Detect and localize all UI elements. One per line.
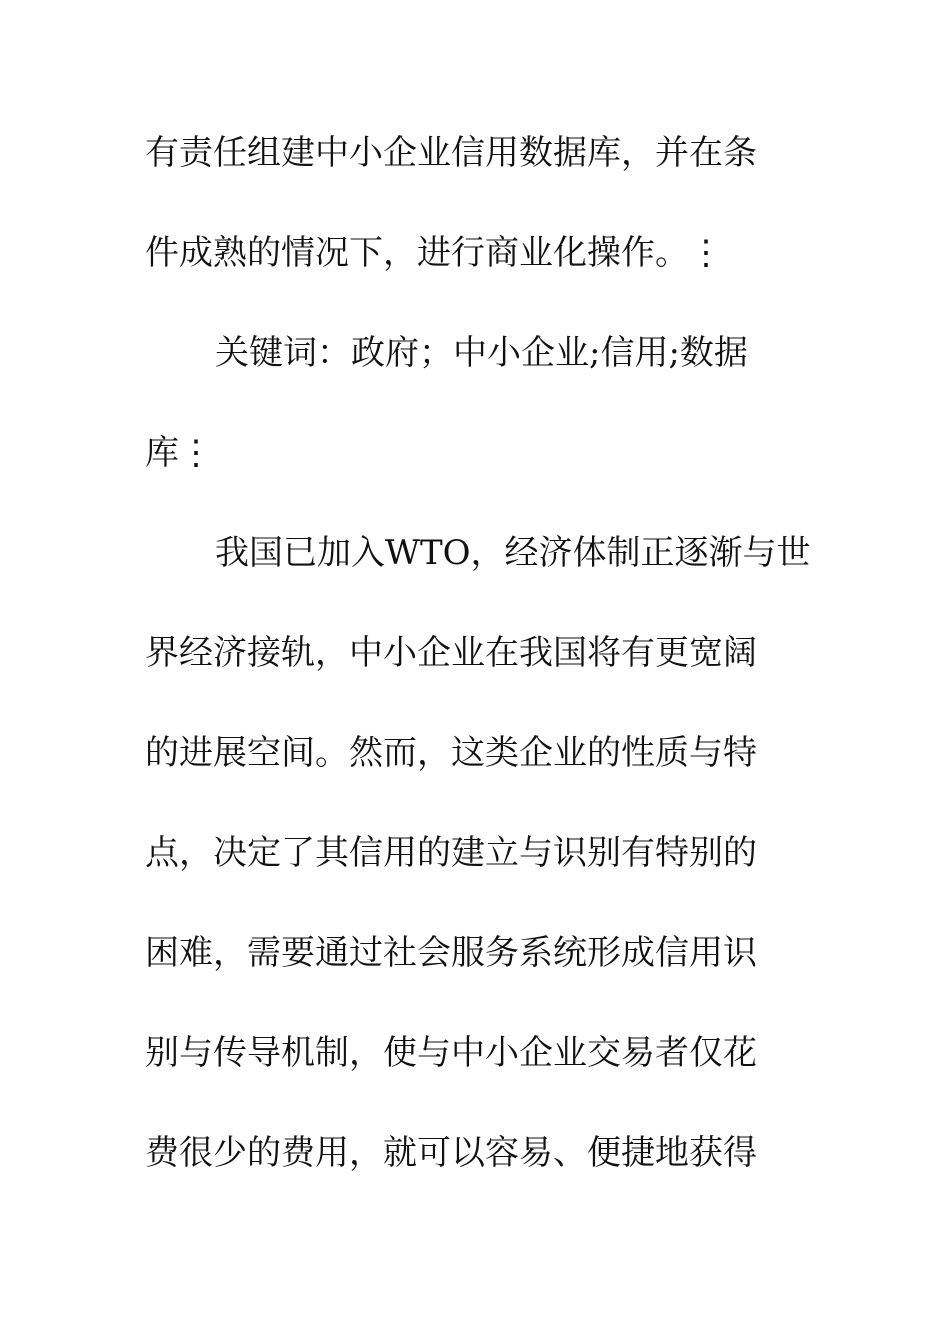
keywords-line: 关键词：政府；中小企业;信用;数据 xyxy=(215,333,748,373)
paragraph-line-6: 别与传导机制，使与中小企业交易者仅花 xyxy=(145,1033,757,1073)
text-line-2: 件成熟的情况下，进行商业化操作。⋮ xyxy=(145,233,723,273)
paragraph-line-5: 困难，需要通过社会服务系统形成信用识 xyxy=(145,933,757,973)
paragraph-line-7: 费很少的费用，就可以容易、便捷地获得 xyxy=(145,1133,757,1173)
keywords-line-continued: 库⋮ xyxy=(145,433,213,473)
text-line-1: 有责任组建中小企业信用数据库，并在条 xyxy=(145,133,757,173)
paragraph-line-3: 的进展空间。然而，这类企业的性质与特 xyxy=(145,733,757,773)
paragraph-line-1: 我国已加入WTO，经济体制正逐渐与世 xyxy=(215,533,811,573)
paragraph-line-2: 界经济接轨，中小企业在我国将有更宽阔 xyxy=(145,633,757,673)
paragraph-line-4: 点，决定了其信用的建立与识别有特别的 xyxy=(145,833,757,873)
